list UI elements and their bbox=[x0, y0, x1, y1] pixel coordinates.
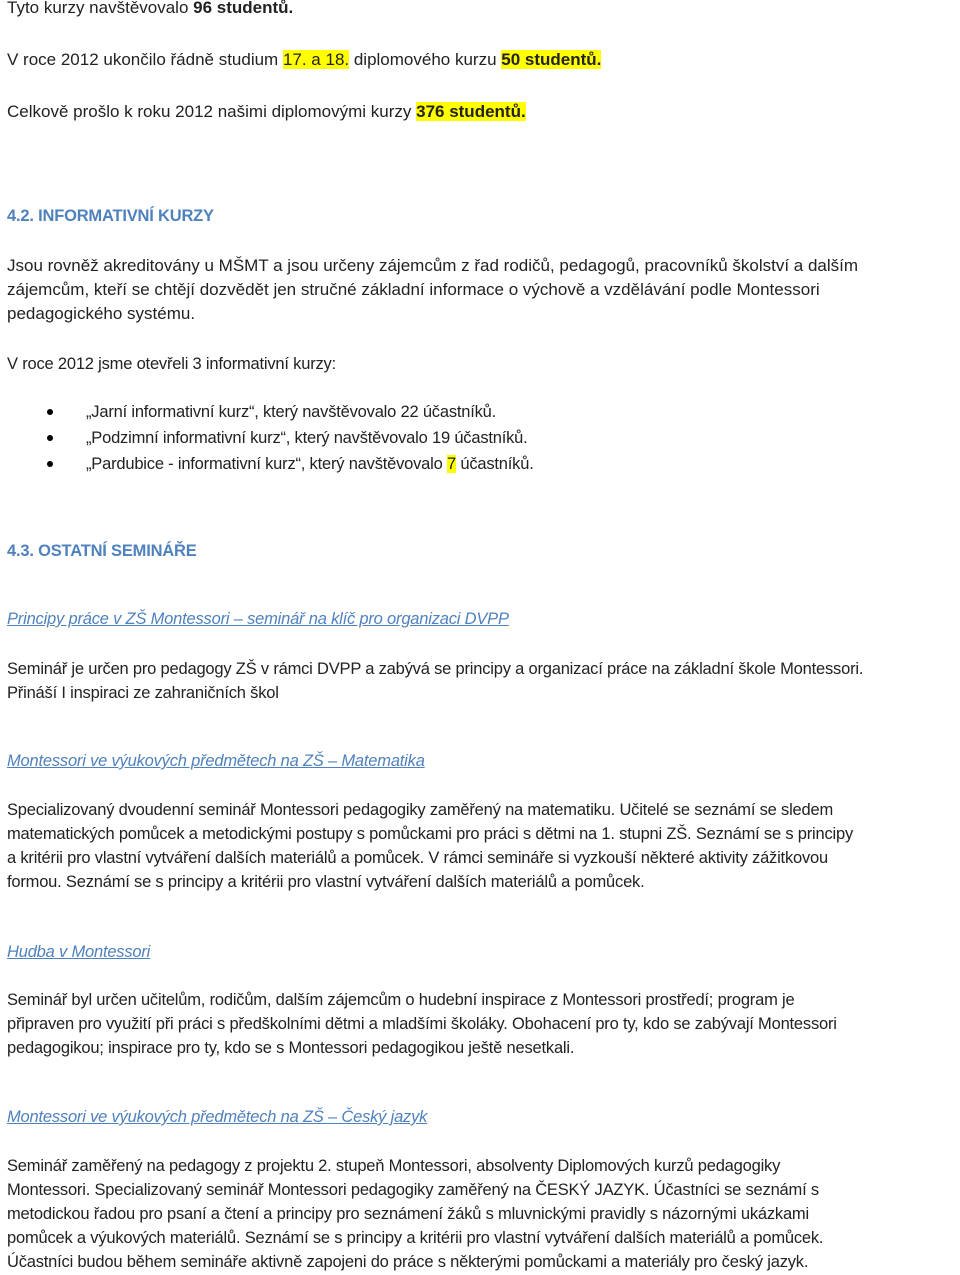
section-heading-other-seminars: 4.3. OSTATNÍ SEMINÁŘE bbox=[7, 542, 197, 560]
stats-line-1: Tyto kurzy navštěvovalo 96 studentů. bbox=[7, 0, 294, 17]
paragraph-line: matematických pomůcek a metodickými postupy s pomůckami pro práci s dětmi na 1. stupni ZŠ. Seznámí se s principy bbox=[7, 825, 854, 843]
students-count: 96 studentů. bbox=[193, 0, 294, 17]
paragraph-line: Seminář zaměřený na pedagogy z projektu 2. stupeň Montessori, absolventy Diplomových kurzů pedagogiky bbox=[7, 1157, 781, 1175]
stats-line-2: V roce 2012 ukončilo řádně studium 17. a 18. diplomového kurzu 50 studentů. bbox=[7, 50, 602, 69]
paragraph-line: formou. Seznámí se s principy a kritérii pro vlastní vytváření dalších materiálů a pomůcek. bbox=[7, 873, 645, 891]
section-heading-informative-courses: 4.2. INFORMATIVNÍ KURZY bbox=[7, 207, 214, 225]
paragraph-line: metodickou řadou pro psaní a čtení a principy pro seznámení žáků s mluvnickými pravidly s názornými ukázkami bbox=[7, 1205, 809, 1223]
bullet-icon bbox=[47, 435, 53, 441]
seminar-title-music: Hudba v Montessori bbox=[7, 943, 151, 961]
seminar-title-czech: Montessori ve výukových předmětech na ZŠ – Český jazyk bbox=[7, 1108, 428, 1126]
paragraph-line: Přináší I inspiraci ze zahraničních škol bbox=[7, 684, 279, 702]
highlight-courses: 17. a 18. bbox=[282, 50, 350, 69]
paragraph-line: Účastníci budou během semináře aktivně zapojeni do práce s některými pomůckami a materiály pro český jazyk. bbox=[7, 1253, 809, 1271]
bullet-icon bbox=[47, 409, 53, 415]
paragraph-line: Specializovaný dvoudenní seminář Montessori pedagogiky zaměřený na matematiku. Učitelé se seznámí se sledem bbox=[7, 801, 834, 819]
paragraph-line: Seminář byl určen učitelům, rodičům, dalším zájemcům o hudební inspirace z Montessori prostředí; program je bbox=[7, 991, 795, 1009]
paragraph-line: připraven pro využití při práci s předškolními dětmi a mladšími školáky. Obohacení pro ty, kdo se zabývají Montessori bbox=[7, 1015, 837, 1033]
paragraph-line: pedagogického systému. bbox=[7, 304, 196, 323]
list-item: „Jarní informativní kurz“, který navštěvovalo 22 účastníků. bbox=[7, 400, 534, 426]
paragraph-line: pomůcek a výukových materiálů. Seznámí se s principy a kritérii pro vlastní vytváření dalších materiálů a pomůcek. bbox=[7, 1229, 824, 1247]
paragraph-line: pedagogikou; inspirace pro ty, kdo se s Montessori pedagogikou ještě nesetkali. bbox=[7, 1039, 575, 1057]
stats-line-3: Celkově prošlo k roku 2012 našimi diplomovými kurzy 376 studentů. bbox=[7, 102, 526, 121]
paragraph-line: Seminář je určen pro pedagogy ZŠ v rámci DVPP a zabývá se principy a organizací práce na základní škole Montessori. bbox=[7, 660, 864, 678]
paragraph-line: Montessori. Specializovaný seminář Montessori pedagogiky zaměřený na ČESKÝ JAZYK. Účastníci se seznámí s bbox=[7, 1181, 819, 1199]
paragraph-line: zájemcům, kteří se chtějí dozvědět jen stručné základní informace o výchově a vzdělávání podle Montessori bbox=[7, 280, 820, 299]
paragraph-line: Jsou rovněž akreditovány u MŠMT a jsou určeny zájemcům z řad rodičů, pedagogů, pracovníků školství a dalším bbox=[7, 256, 859, 275]
list-item: „Podzimní informativní kurz“, který navštěvovalo 19 účastníků. bbox=[7, 426, 534, 452]
list-item: „Pardubice - informativní kurz“, který navštěvovalo 7 účastníků. bbox=[7, 452, 534, 478]
seminar-title-math: Montessori ve výukových předmětech na ZŠ – Matematika bbox=[7, 752, 425, 770]
paragraph-line: a kritérii pro vlastní vytváření dalších materiálů a pomůcek. V rámci semináře si vyzkouší některé aktivity zážitkovou bbox=[7, 849, 828, 867]
paragraph: V roce 2012 jsme otevřeli 3 informativní kurzy: bbox=[7, 355, 336, 373]
courses-list bbox=[7, 400, 534, 478]
highlight-students: 50 studentů. bbox=[501, 50, 602, 69]
highlight-total: 376 studentů. bbox=[416, 102, 526, 121]
seminar-title-principles: Principy práce v ZŠ Montessori – seminář na klíč pro organizaci DVPP bbox=[7, 610, 509, 628]
bullet-icon bbox=[47, 461, 53, 467]
